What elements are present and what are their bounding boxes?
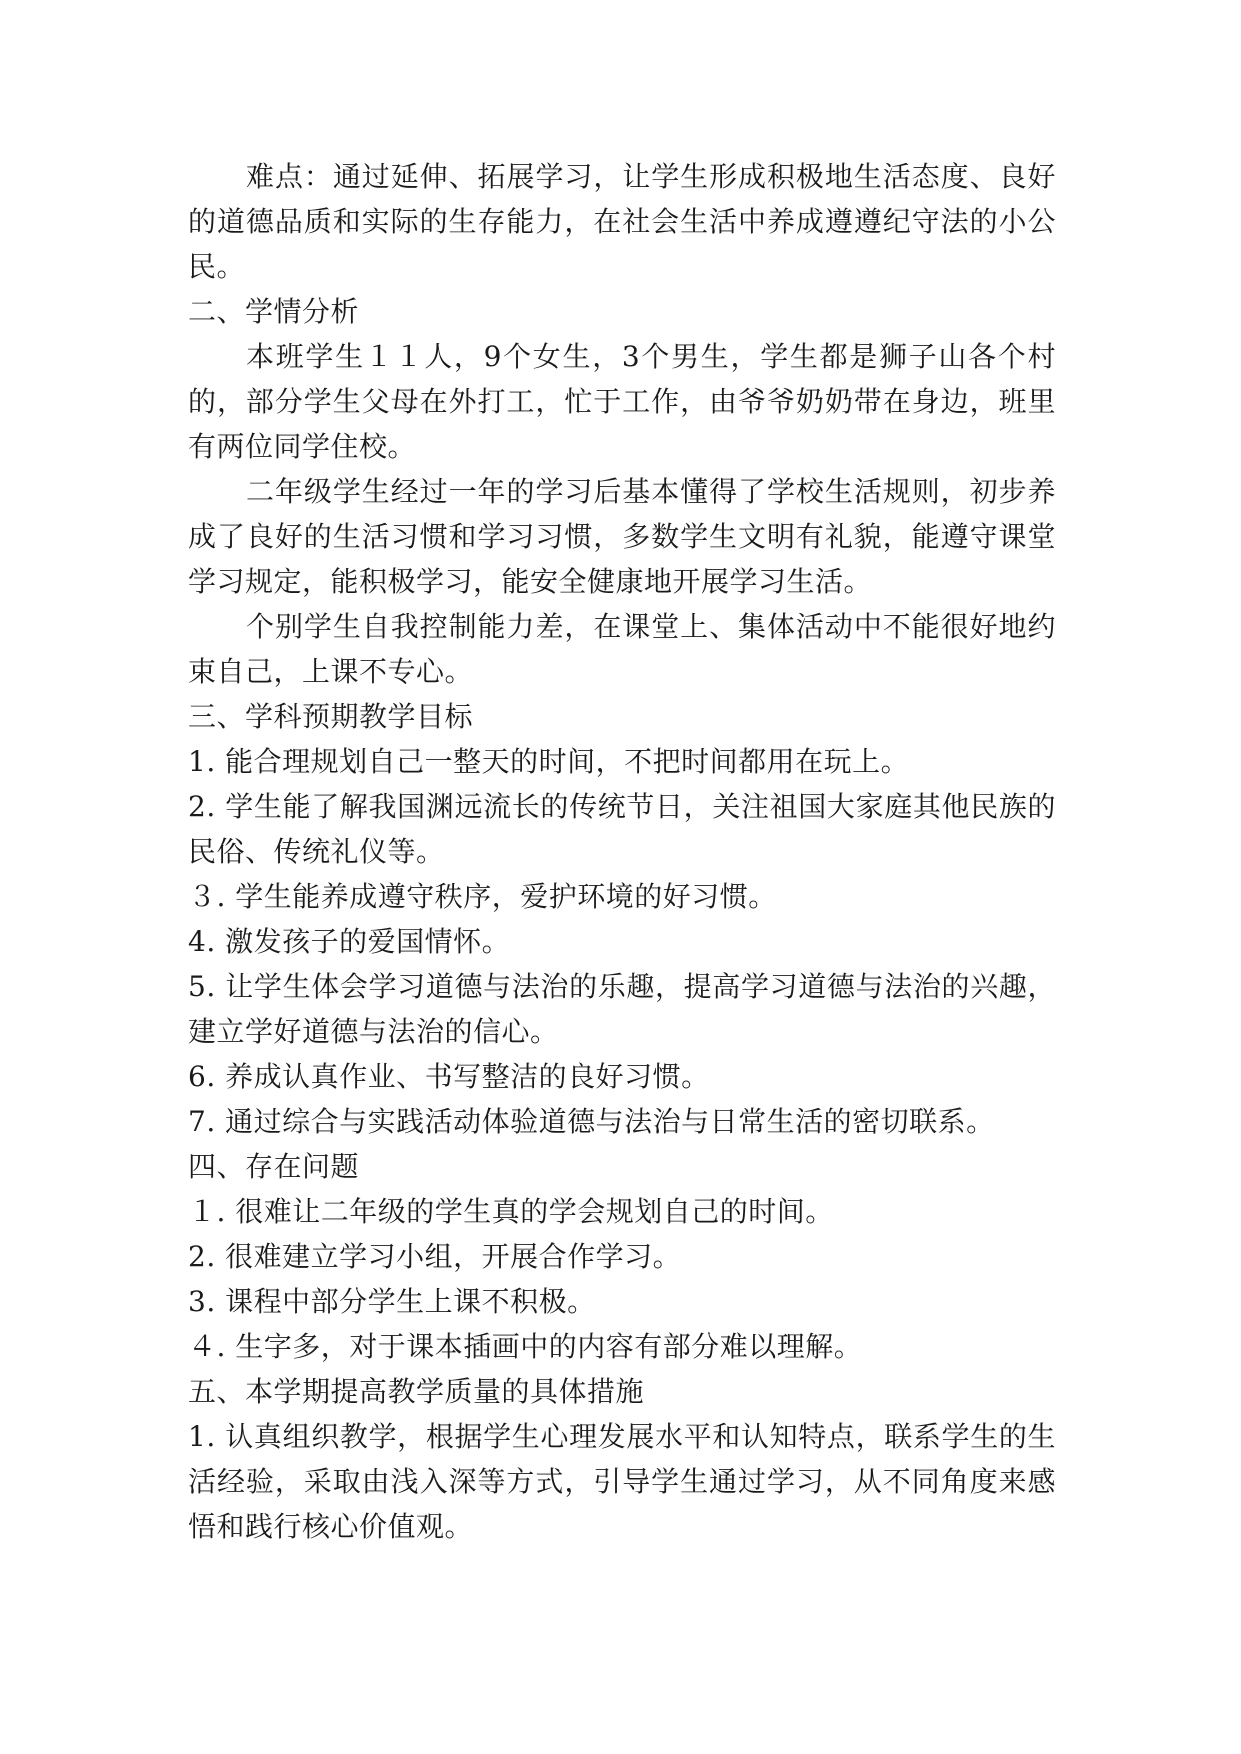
list-item-problem-3: 3. 课程中部分学生上课不积极。: [188, 1285, 596, 1318]
section-heading-problems: 四、存在问题: [188, 1150, 360, 1183]
paragraph-difficulty: 难点：通过延伸、拓展学习，让学生形成积极地生活态度、良好的道德品质和实际的生存能力，在社会生活中养成遵遵纪守法的小公民。: [188, 160, 1056, 283]
list-item-problem-4: ４. 生字多，对于课本插画中的内容有部分难以理解。: [188, 1330, 863, 1363]
list-item-goal-3: ３. 学生能养成遵守秩序，爱护环境的好习惯。: [188, 880, 777, 913]
list-item-goal-7: 7. 通过综合与实践活动体验道德与法治与日常生活的密切联系。: [188, 1105, 995, 1138]
paragraph-class-info: 本班学生１１人，9个女生，3个男生，学生都是狮子山各个村的，部分学生父母在外打工，忙于工作，由爷爷奶奶带在身边，班里有两位同学住校。: [188, 340, 1056, 463]
list-item-goal-2: 2. 学生能了解我国渊远流长的传统节日，关注祖国大家庭其他民族的民俗、传统礼仪等。: [188, 790, 1056, 868]
list-item-goal-6: 6. 养成认真作业、书写整洁的良好习惯。: [188, 1060, 710, 1093]
paragraph-self-control: 个别学生自我控制能力差，在课堂上、集体活动中不能很好地约束自己，上课不专心。: [188, 610, 1056, 688]
list-item-goal-5: 5. 让学生体会学习道德与法治的乐趣，提高学习道德与法治的兴趣，建立学好道德与法治的信心。: [188, 970, 1056, 1048]
paragraph-grade-two-habits: 二年级学生经过一年的学习后基本懂得了学校生活规则，初步养成了良好的生活习惯和学习习惯，多数学生文明有礼貌，能遵守课堂学习规定，能积极学习，能安全健康地开展学习生活。: [188, 475, 1056, 598]
section-heading-teaching-goals: 三、学科预期教学目标: [188, 700, 474, 733]
document-body: [188, 154, 1056, 1549]
list-item-goal-4: 4. 激发孩子的爱国情怀。: [188, 925, 511, 958]
section-heading-measures: 五、本学期提高教学质量的具体措施: [188, 1375, 645, 1408]
list-item-measure-1: 1. 认真组织教学，根据学生心理发展水平和认知特点，联系学生的生活经验，采取由浅入深等方式，引导学生通过学习，从不同角度来感悟和践行核心价值观。: [188, 1420, 1056, 1543]
section-heading-learning-analysis: 二、学情分析: [188, 295, 360, 328]
list-item-goal-1: 1. 能合理规划自己一整天的时间，不把时间都用在玩上。: [188, 745, 910, 778]
list-item-problem-1: １. 很难让二年级的学生真的学会规划自己的时间。: [188, 1195, 834, 1228]
list-item-problem-2: 2. 很难建立学习小组，开展合作学习。: [188, 1240, 682, 1273]
